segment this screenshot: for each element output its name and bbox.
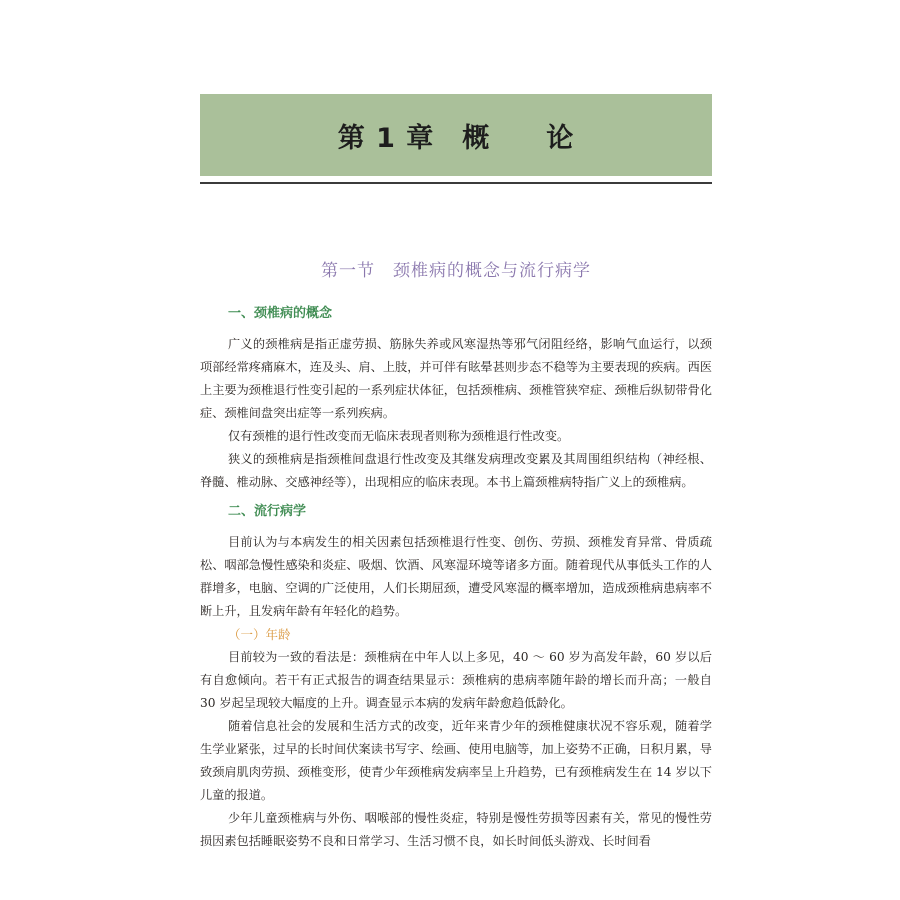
paragraph: 少年儿童颈椎病与外伤、咽喉部的慢性炎症，特别是慢性劳损等因素有关，常见的慢性劳损因素包括睡眠姿势不良和日常学习、生活习惯不良，如长时间低头游戏、长时间看 — [200, 811, 712, 848]
chapter-divider — [200, 182, 712, 184]
paragraph: 随着信息社会的发展和生活方式的改变，近年来青少年的颈椎健康状况不容乐观，随着学生学业紧张，过早的长时间伏案读书写字、绘画、使用电脑等，加上姿势不正确，日积月累，导致颈肩肌肉劳损、颈椎变形，使青少年颈椎病发病率呈上升趋势，已有颈椎病发生在 14 岁以下儿童的报道。 — [200, 719, 712, 802]
chapter-title: 第 1 章 概 论 — [337, 122, 575, 154]
heading-epidemiology: 二、流行病学 — [228, 504, 307, 519]
section-title: 第一节 颈椎病的概念与流行病学 — [321, 261, 591, 281]
paragraph: 广义的颈椎病是指正虚劳损、筋脉失养或风寒湿热等邪气闭阻经络，影响气血运行，以颈项部经常疼痛麻木，连及头、肩、上肢，并可伴有眩晕甚则步态不稳等为主要表现的疾病。西医上主要为颈椎退行性变引起的一系列症状体征，包括颈椎病、颈椎管狭窄症、颈椎后纵韧带骨化症、颈椎间盘突出症等一系列疾病。 — [200, 337, 712, 420]
heading-concept: 一、颈椎病的概念 — [228, 306, 333, 321]
chapter-banner — [200, 94, 712, 176]
paragraph: 目前认为与本病发生的相关因素包括颈椎退行性变、创伤、劳损、颈椎发育异常、骨质疏松、咽部急慢性感染和炎症、吸烟、饮酒、风寒湿环境等诸多方面。随着现代从事低头工作的人群增多，电脑、空调的广泛使用，人们长期屈颈，遭受风寒湿的概率增加，造成颈椎病患病率不断上升，且发病年龄有年轻化的趋势。 — [200, 535, 712, 618]
subheading-age: （一）年龄 — [228, 627, 291, 642]
paragraph: 仅有颈椎的退行性改变而无临床表现者则称为颈椎退行性改变。 — [228, 429, 570, 443]
paragraph: 狭义的颈椎病是指颈椎间盘退行性改变及其继发病理改变累及其周围组织结构（神经根、脊髓、椎动脉、交感神经等），出现相应的临床表现。本书上篇颈椎病特指广义上的颈椎病。 — [200, 452, 712, 489]
paragraph: 目前较为一致的看法是：颈椎病在中年人以上多见，40 ～ 60 岁为高发年龄，60 岁以后有自愈倾向。若干有正式报告的调查结果显示：颈椎病的患病率随年龄的增长而升高；一般自 30 岁起呈现较大幅度的上升。调查显示本病的发病年龄愈趋低龄化。 — [200, 650, 712, 710]
body-content — [200, 303, 712, 853]
